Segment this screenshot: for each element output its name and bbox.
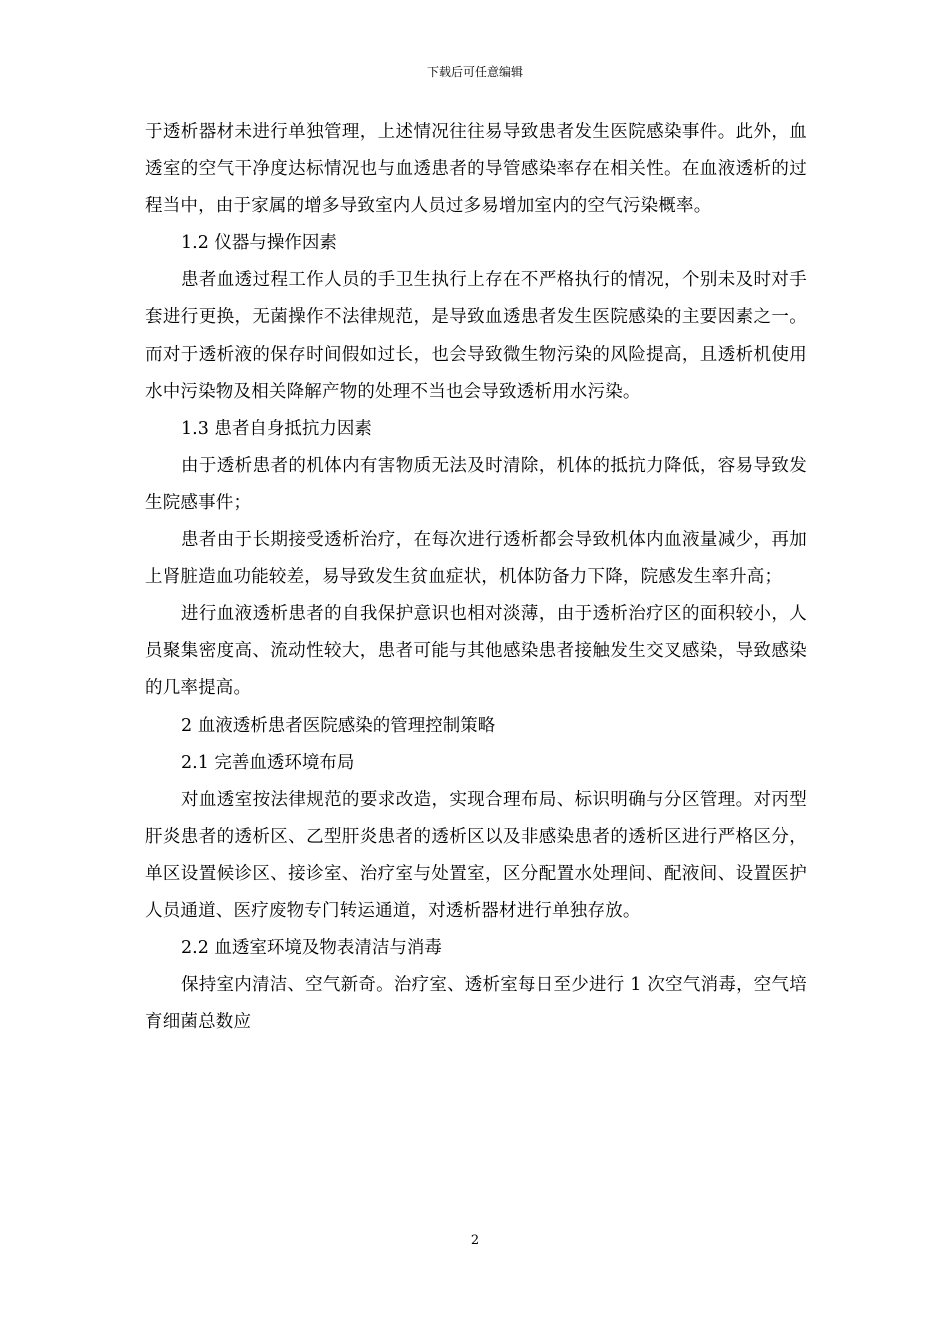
page-header: 下载后可任意编辑 bbox=[426, 65, 523, 79]
section-heading: 2.2 血透室环境及物表清洁与消毒 bbox=[181, 938, 442, 959]
paragraph: 患者由于长期接受透析治疗，在每次进行透析都会导致机体内血液量减少，再加上肾脏造血功能较差，易导致发生贫血症状，机体防备力下降，院感发生率升高； bbox=[145, 530, 807, 588]
section-heading: 2.1 完善血透环境布局 bbox=[181, 752, 355, 773]
paragraph: 进行血液透析患者的自我保护意识也相对淡薄，由于透析治疗区的面积较小，人员聚集密度高、流动性较大，患者可能与其他感染患者接触发生交叉感染，导致感染的几率提高。 bbox=[145, 604, 807, 699]
page-number: 2 bbox=[470, 1233, 480, 1248]
section-heading: 1.2 仪器与操作因素 bbox=[181, 233, 337, 254]
paragraph: 对血透室按法律规范的要求改造，实现合理布局、标识明确与分区管理。对丙型肝炎患者的透析区、乙型肝炎患者的透析区以及非感染患者的透析区进行严格区分，单区设置候诊区、接诊室、治疗室与处置室，区分配置水处理间、配液间、设置医护人员通道、医疗废物专门转运通道，对透析器材进行单独存放。 bbox=[145, 789, 807, 921]
document-body bbox=[145, 114, 807, 1041]
paragraph: 患者血透过程工作人员的手卫生执行上存在不严格执行的情况，个别未及时对手套进行更换，无菌操作不法律规范，是导致血透患者发生医院感染的主要因素之一。而对于透析液的保存时间假如过长，也会导致微生物污染的风险提高，且透析机使用水中污染物及相关降解产物的处理不当也会导致透析用水污染。 bbox=[145, 270, 807, 402]
section-heading: 1.3 患者自身抵抗力因素 bbox=[181, 418, 372, 439]
paragraph: 于透析器材未进行单独管理，上述情况往往易导致患者发生医院感染事件。此外，血透室的空气干净度达标情况也与血透患者的导管感染率存在相关性。在血液透析的过程当中，由于家属的增多导致室内人员过多易增加室内的空气污染概率。 bbox=[145, 122, 807, 217]
paragraph: 由于透析患者的机体内有害物质无法及时清除，机体的抵抗力降低，容易导致发生院感事件； bbox=[145, 455, 807, 513]
paragraph: 保持室内清洁、空气新奇。治疗室、透析室每日至少进行 1 次空气消毒，空气培育细菌总数应 bbox=[145, 975, 807, 1033]
section-heading: 2 血液透析患者医院感染的管理控制策略 bbox=[181, 715, 496, 736]
